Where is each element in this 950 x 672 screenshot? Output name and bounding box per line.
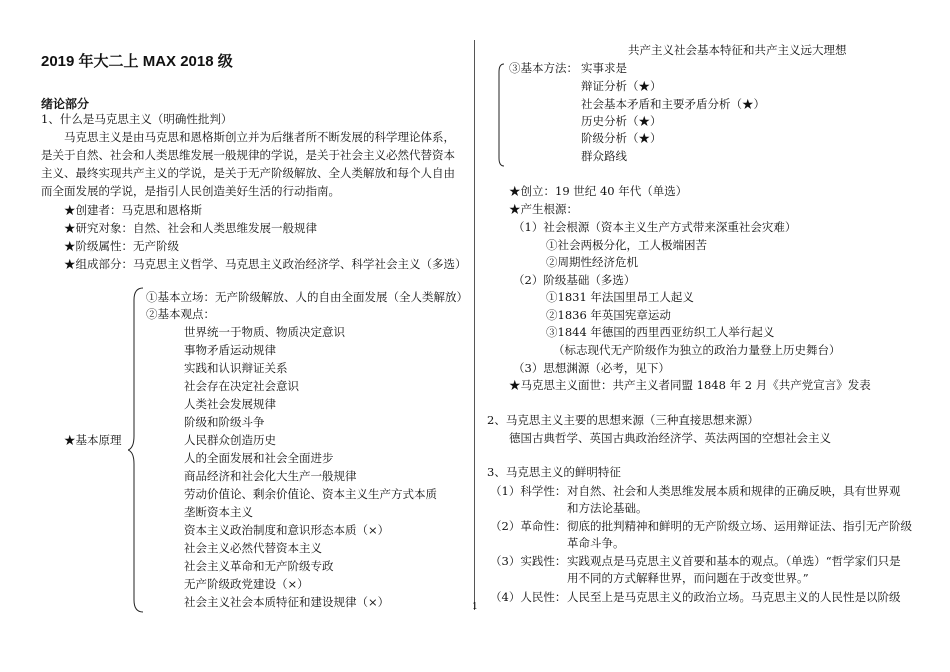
feature-label: （3）实践性： <box>490 554 567 568</box>
view-item: 阶级和阶级斗争 <box>184 415 265 429</box>
page-number: 1 <box>472 602 478 612</box>
definition-paragraph: 马克思主义是由马克思和恩格斯创立并为后继者所不断发展的科学理论体系，是关于自然、社会和人类思维发展一般规律的学说，是关于社会主义必然代替资本主义、最终实现共产主义的学说，是关于无产阶级解放、全人类解放和每个人自由而全面发展的学说，是指引人民创造美好生活的行动指南。 <box>41 130 455 198</box>
feature-label: （2）革命性： <box>490 519 567 533</box>
class-basis-note: （标志现代无产阶级作为独立的政治力量登上历史舞台） <box>553 343 841 357</box>
view-item: 社会主义社会本质特征和建设规律（×） <box>184 595 390 609</box>
section-heading: 绪论部分 <box>41 97 90 111</box>
feature-text: 人民至上是马克思主义的政治立场。马克思主义的人民性是以阶级 <box>567 590 901 604</box>
feature-text: 彻底的批判精神和鲜明的无产阶级立场、运用辩证法、指引无产阶级革命斗争。 <box>567 519 912 550</box>
social-root-item: ②周期性经济危机 <box>546 255 638 269</box>
class-basis-item: ①1831 年法国里昂工人起义 <box>546 290 694 304</box>
basic-views-label: ②基本观点： <box>146 307 215 321</box>
principle-brace <box>128 286 148 614</box>
view-item: 社会存在决定社会意识 <box>184 379 299 393</box>
view-item: 人民群众创造历史 <box>184 433 276 447</box>
item-components: ★组成部分：马克思主义哲学、马克思主义政治经济学、科学社会主义（多选） <box>64 257 467 271</box>
method-item: 历史分析（★） <box>581 114 662 128</box>
view-item: 劳动价值论、剩余价值论、资本主义生产方式本质 <box>184 487 437 501</box>
class-basis-item: ③1844 年德国的西里西亚纺织工人举行起义 <box>546 325 775 339</box>
founding-time: ★创立：19 世纪 40 年代（单选） <box>509 184 688 198</box>
view-item: 人类社会发展规律 <box>184 397 276 411</box>
column-divider <box>474 40 475 610</box>
view-item: 世界统一于物质、物质决定意识 <box>184 325 345 339</box>
view-item: 无产阶级政党建设（×） <box>184 577 309 591</box>
item-class-attribute: ★阶级属性：无产阶级 <box>64 239 179 253</box>
view-item: 商品经济和社会化大生产一般规律 <box>184 469 357 483</box>
view-item: 社会主义革命和无产阶级专政 <box>184 559 334 573</box>
item-founder: ★创建者：马克思和恩格斯 <box>64 203 202 217</box>
feature-label: （4）人民性： <box>490 590 567 604</box>
origin-heading: ★产生根源： <box>509 202 578 216</box>
feature-text: 对自然、社会和人类思维发展本质和规律的正确反映，具有世界观和方法论基础。 <box>567 484 901 515</box>
method-item: 群众路线 <box>581 149 627 163</box>
social-root: （1）社会根源（资本主义生产方式带来深重社会灾难） <box>513 220 797 234</box>
view-item: 垄断资本主义 <box>184 505 253 519</box>
question-2-answer: 德国古典哲学、英国古典政治经济学、英法两国的空想社会主义 <box>509 431 831 445</box>
view-item: 事物矛盾运动规律 <box>184 343 276 357</box>
question-2: 2、马克思主义主要的思想来源（三种直接思想来源） <box>487 413 759 427</box>
basic-stand: ①基本立场：无产阶级解放、人的自由全面发展（全人类解放） <box>146 290 468 304</box>
view-item: 资本主义政治制度和意识形态本质（×） <box>184 523 390 537</box>
method-item: 社会基本矛盾和主要矛盾分析（★） <box>581 97 765 111</box>
ideological-source: （3）思想渊源（必考，见下） <box>513 361 670 375</box>
social-root-item: ①社会两极分化，工人极端困苦 <box>546 238 707 252</box>
class-basis: （2）阶级基础（多选） <box>513 273 636 287</box>
view-item: 社会主义必然代替资本主义 <box>184 541 322 555</box>
question-3: 3、马克思主义的鲜明特征 <box>487 465 621 479</box>
basic-methods-label: ③基本方法： <box>509 61 578 75</box>
item-research-object: ★研究对象：自然、社会和人类思维发展一般规律 <box>64 221 317 235</box>
method-brace <box>495 62 507 168</box>
continued-line: 共产主义社会基本特征和共产主义远大理想 <box>628 43 847 57</box>
class-basis-item: ②1836 年英国宪章运动 <box>546 308 671 322</box>
method-item: 实事求是 <box>581 61 627 75</box>
feature-text: 实践观点是马克思主义首要和基本的观点。（单选）“哲学家们只是用不同的方式解释世界，而问题在于改变世界。” <box>567 554 901 585</box>
document-title: 2019 年大二上 MAX 2018 级 <box>41 53 233 70</box>
view-item: 人的全面发展和社会全面进步 <box>184 451 334 465</box>
method-item: 辩证分析（★） <box>581 79 662 93</box>
manifesto-line: ★马克思主义面世：共产主义者同盟 1848 年 2 月《共产党宣言》发表 <box>509 378 871 392</box>
principle-label: ★基本原理 <box>64 433 122 447</box>
question-1: 1、什么是马克思主义（明确性批判） <box>41 112 233 126</box>
method-item: 阶级分析（★） <box>581 131 662 145</box>
feature-label: （1）科学性： <box>490 484 567 498</box>
view-item: 实践和认识辩证关系 <box>184 361 288 375</box>
